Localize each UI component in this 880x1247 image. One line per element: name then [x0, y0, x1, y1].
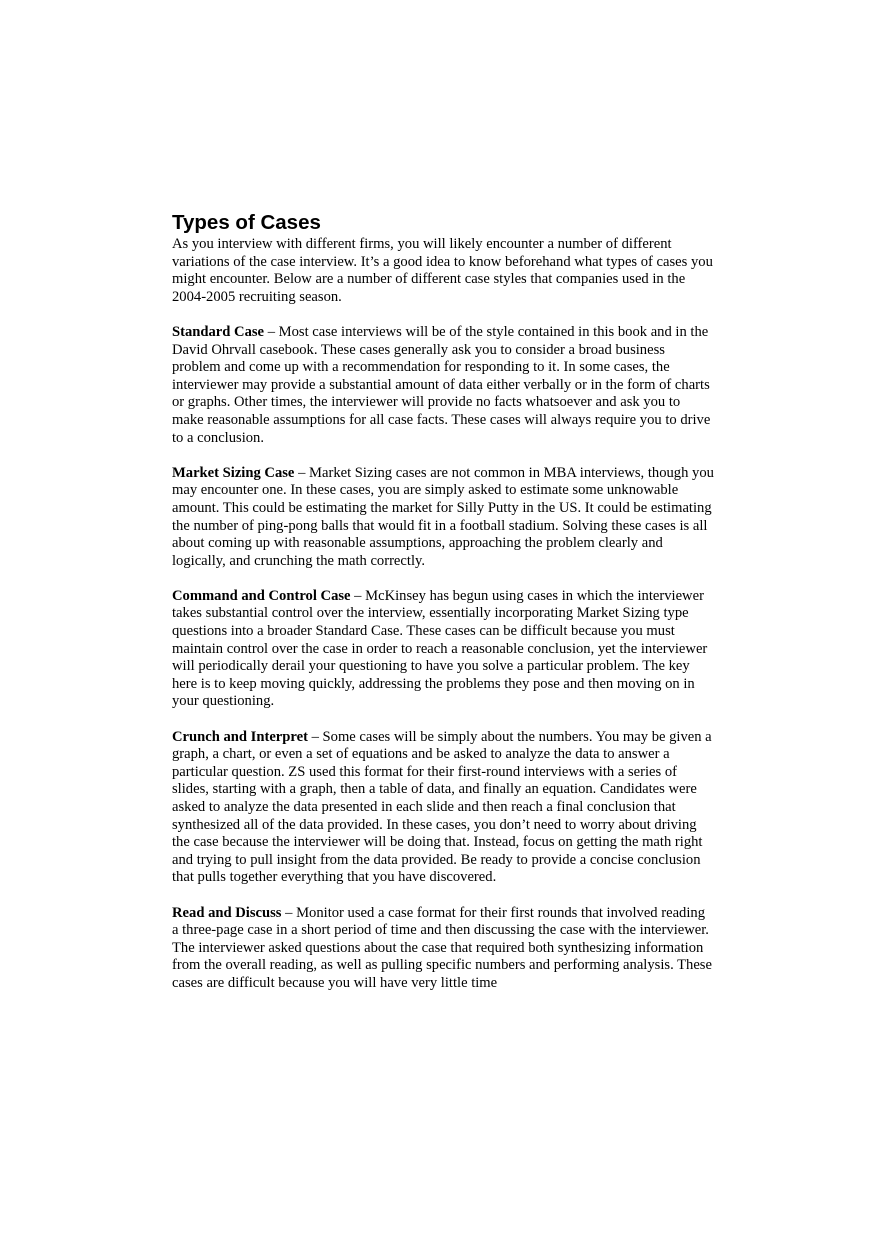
section-term: Read and Discuss — [172, 904, 282, 921]
page-title: Types of Cases — [172, 211, 321, 234]
section-market-sizing-case — [172, 465, 714, 571]
section-text: – McKinsey has begun using cases in which the interviewer takes substantial control over the interview, essentially incorporating Market Sizing type questions into a broader Standard Case. These cases can be difficult because you must maintain control over the case in order to reach a reasonable conclusion, yet the interviewer will periodically derail your questioning to have you solve a particular problem. The key here is to keep moving quickly, addressing the problems they pose and then moving on in your questioning. — [172, 587, 708, 710]
section-text: – Most case interviews will be of the style contained in this book and in the David Ohrvall casebook. These cases generally ask you to consider a broad business problem and come up with a recommendation for responding to it. In some cases, the interviewer may provide a substantial amount of data either verbally or in the form of charts or graphs. Other times, the interviewer will provide no facts whatsoever and ask you to make reasonable assumptions for all case facts. These cases will always require you to drive to a conclusion. — [172, 323, 711, 446]
section-text: – Some cases will be simply about the numbers. You may be given a graph, a chart, or even a set of equations and be asked to analyze the data to answer a particular question. ZS used this format for their first-round interviews with a series of slides, starting with a graph, then a table of data, and finally an equation. Candidates were asked to analyze the data presented in each slide and then reach a final conclusion that synthesized all of the data provided. In these cases, you don’t need to worry about driving the case because the interviewer will be doing that. Instead, focus on getting the math right and trying to pull insight from the data provided. Be ready to provide a concise conclusion that pulls together everything that you have discovered. — [172, 728, 712, 886]
section-term: Standard Case — [172, 323, 265, 340]
section-text: – Market Sizing cases are not common in MBA interviews, though you may encounter one. In these cases, you are simply asked to estimate some unknowable amount. This could be estimating the market for Silly Putty in the US. It could be estimating the number of ping-pong balls that would fit in a football stadium. Solving these cases is all about coming up with reasonable assumptions, approaching the problem clearly and logically, and crunching the math correctly. — [172, 464, 714, 569]
page-content — [172, 210, 714, 993]
section-read-and-discuss — [172, 905, 714, 993]
section-term: Crunch and Interpret — [172, 728, 308, 745]
section-command-and-control-case — [172, 588, 714, 711]
section-crunch-and-interpret — [172, 729, 714, 887]
section-text: – Monitor used a case format for their first rounds that involved reading a three-page case in a short period of time and then discussing the case with the interviewer. The interviewer asked questions about the case that required both synthesizing information from the overall reading, as well as pulling specific numbers and performing analysis. These cases are difficult because you will have very little time — [172, 904, 712, 991]
section-term: Command and Control Case — [172, 587, 351, 604]
section-standard-case — [172, 324, 714, 447]
section-term: Market Sizing Case — [172, 464, 295, 481]
intro-paragraph: As you interview with different firms, you will likely encounter a number of different variations of the case interview. It’s a good idea to know beforehand what types of cases you might encounter. Below are a number of different case styles that companies used in the 2004-2005 recruiting season. — [172, 236, 713, 305]
